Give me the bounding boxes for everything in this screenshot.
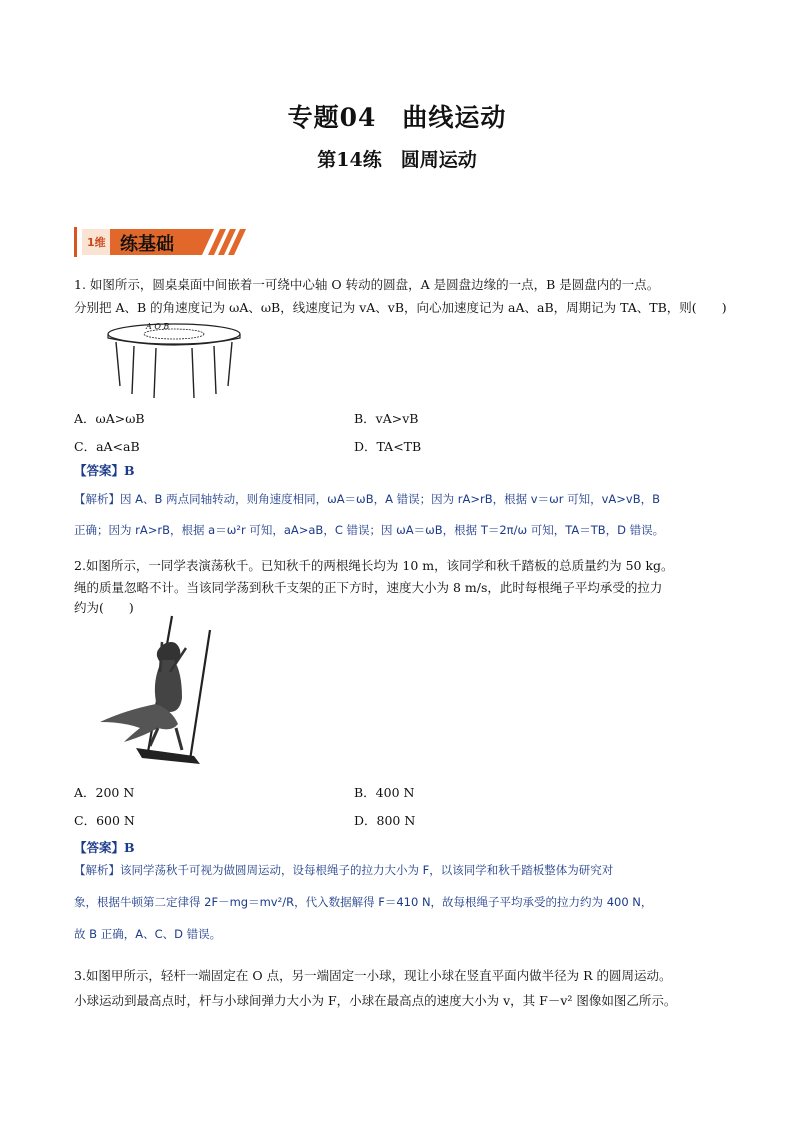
q2-stem-line3: 约为( ) xyxy=(74,600,134,615)
q2-option-c: C．600 N xyxy=(74,813,135,828)
q1-option-a: A．ωA>ωB xyxy=(74,411,145,426)
q2-stem-line1: 2.如图所示，一同学表演荡秋千。已知秋千的两根绳长均为 10 m，该同学和秋千踏板的总质量约为 50 kg。 xyxy=(74,558,674,573)
document-title: 专题04 曲线运动 xyxy=(287,103,507,132)
q1-analysis-line1: 【解析】因 A、B 两点同轴转动，则角速度相同，ωA＝ωB，A 错误；因为 rA>rB，根据 v＝ωr 可知，vA>vB，B xyxy=(74,492,660,506)
q3-stem-line2: 小球运动到最高点时，杆与小球间弹力大小为 F，小球在最高点的速度大小为 v，其 F－v² 图像如图乙所示。 xyxy=(74,993,677,1008)
document-subtitle: 第14练 圆周运动 xyxy=(317,149,477,171)
q2-answer: 【答案】B xyxy=(74,840,135,855)
q1-answer: 【答案】B xyxy=(74,463,135,478)
q2-swing-figure xyxy=(98,612,218,770)
q1-figure-label: A O B xyxy=(146,322,170,331)
q2-analysis-line2: 象，根据牛顿第二定律得 2F－mg＝mv²/R，代入数据解得 F＝410 N，故每根绳子平均承受的拉力约为 400 N， xyxy=(74,895,653,909)
q1-stem-line2: 分别把 A、B 的角速度记为 ωA、ωB，线速度记为 vA、vB，向心加速度记为 aA、aB，周期记为 TA、TB，则( ) xyxy=(74,300,727,315)
badge-label: 练基础 xyxy=(120,234,174,255)
q2-option-d: D．800 N xyxy=(354,813,416,828)
q2-stem-line2: 绳的质量忽略不计。当该同学荡到秋千支架的正下方时，速度大小为 8 m/s，此时每根绳子平均承受的拉力 xyxy=(74,580,663,595)
q2-option-a: A．200 N xyxy=(74,785,135,800)
q2-option-b: B．400 N xyxy=(354,785,415,800)
q1-option-c: C．aA<aB xyxy=(74,439,140,454)
q1-analysis-line2: 正确；因为 rA>rB，根据 a＝ω²r 可知，aA>aB，C 错误；因 ωA＝ωB，根据 T＝2π/ω 可知，TA＝TB，D 错误。 xyxy=(74,523,665,537)
q1-stem-line1: 1. 如图所示，圆桌桌面中间嵌着一可绕中心轴 O 转动的圆盘，A 是圆盘边缘的一点，B 是圆盘内的一点。 xyxy=(74,277,660,292)
q1-round-table-figure xyxy=(104,320,244,400)
section-badge xyxy=(74,225,254,259)
badge-number: 1维 xyxy=(87,236,106,249)
q1-option-b: B．vA>vB xyxy=(354,411,419,426)
q3-stem-line1: 3.如图甲所示，轻杆一端固定在 O 点，另一端固定一小球，现让小球在竖直平面内做半径为 R 的圆周运动。 xyxy=(74,968,672,983)
q1-option-d: D．TA<TB xyxy=(354,439,422,454)
q2-analysis-line1: 【解析】该同学荡秋千可视为做圆周运动，设每根绳子的拉力大小为 F，以该同学和秋千踏板整体为研究对 xyxy=(74,863,614,877)
q2-analysis-line3: 故 B 正确，A、C、D 错误。 xyxy=(74,927,222,941)
